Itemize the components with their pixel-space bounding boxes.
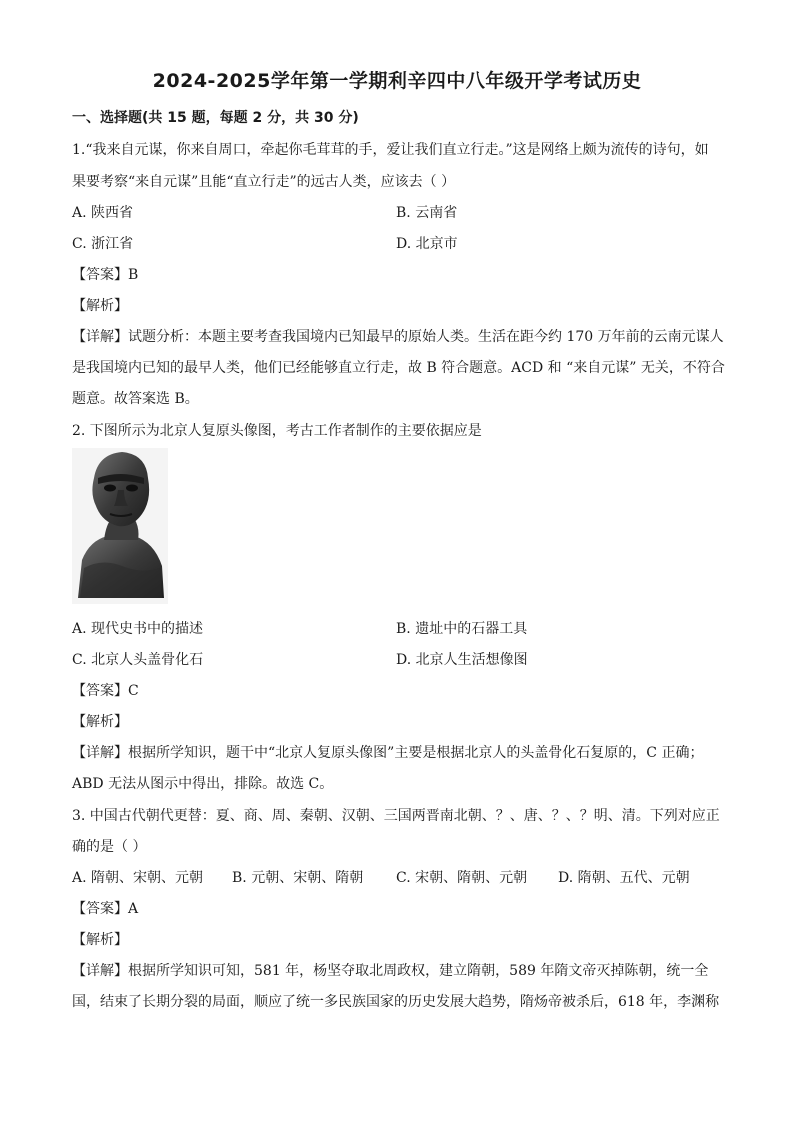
q3-option-b: B. 元朝、宋朝、隋朝 [232, 870, 364, 886]
q3-analysis-label: 【解析】 [72, 932, 128, 948]
q1-detail-line2: 是我国境内已知的最早人类，他们已经能够直立行走，故 B 符合题意。ACD 和 “来自元谋” 无关，不符合 [72, 360, 725, 376]
q2-detail-line1: 【详解】根据所学知识，题干中“北京人复原头像图”主要是根据北京人的头盖骨化石复原的，C 正确； [72, 745, 704, 761]
peking-man-bust-image [72, 448, 168, 604]
q1-detail-line3: 题意。故答案选 B。 [72, 391, 199, 407]
q2-answer: 【答案】C [72, 683, 139, 699]
q2-analysis-label: 【解析】 [72, 714, 128, 730]
q3-detail-line2: 国，结束了长期分裂的局面，顺应了统一多民族国家的历史发展大趋势，隋炀帝被杀后，618 年，李渊称 [72, 994, 720, 1010]
page-title: 2024-2025学年第一学期利辛四中八年级开学考试历史 [152, 70, 642, 92]
q2-stem: 2. 下图所示为北京人复原头像图，考古工作者制作的主要依据应是 [72, 423, 482, 439]
section-heading: 一、选择题(共 15 题，每题 2 分，共 30 分) [72, 110, 359, 126]
q1-options-row2 [72, 234, 727, 254]
q1-detail-line1: 【详解】试题分析：本题主要考查我国境内已知最早的原始人类。生活在距今约 170 万年前的云南元谋人 [72, 329, 724, 345]
q2-option-a: A. 现代史书中的描述 [72, 621, 204, 637]
q2-options-row1 [72, 619, 727, 639]
q3-option-d: D. 隋朝、五代、元朝 [558, 870, 690, 886]
q3-stem-line1: 3. 中国古代朝代更替：夏、商、周、秦朝、汉朝、三国两晋南北朝、？、唐、？、？明、清。下列对应正 [72, 808, 720, 824]
q3-option-c: C. 宋朝、隋朝、元朝 [396, 870, 528, 886]
q2-detail-line2: ABD 无法从图示中得出，排除。故选 C。 [72, 776, 334, 792]
q1-option-b: B. 云南省 [396, 205, 458, 221]
q1-option-c: C. 浙江省 [72, 236, 134, 252]
q1-options-row1 [72, 203, 727, 223]
q3-stem-line2: 确的是（ ） [72, 839, 147, 855]
q3-detail-line1: 【详解】根据所学知识可知，581 年，杨坚夺取北周政权，建立隋朝，589 年隋文帝灭掉陈朝，统一全 [72, 963, 709, 979]
q2-options-row2 [72, 650, 727, 670]
q1-stem-line2: 果要考察“来自元谋”且能“直立行走”的远古人类，应该去（ ） [72, 174, 456, 190]
q3-option-a: A. 隋朝、宋朝、元朝 [72, 870, 204, 886]
q1-option-d: D. 北京市 [396, 236, 458, 252]
q1-answer: 【答案】B [72, 267, 139, 283]
q2-option-d: D. 北京人生活想像图 [396, 652, 528, 668]
q1-analysis-label: 【解析】 [72, 298, 128, 314]
q2-option-c: C. 北京人头盖骨化石 [72, 652, 204, 668]
q1-stem-line1: 1.“我来自元谋，你来自周口，牵起你毛茸茸的手，爱让我们直立行走。”这是网络上颇为流传的诗句，如 [72, 142, 709, 158]
q1-option-a: A. 陕西省 [72, 205, 134, 221]
q2-option-b: B. 遗址中的石器工具 [396, 621, 528, 637]
q3-answer: 【答案】A [72, 901, 139, 917]
